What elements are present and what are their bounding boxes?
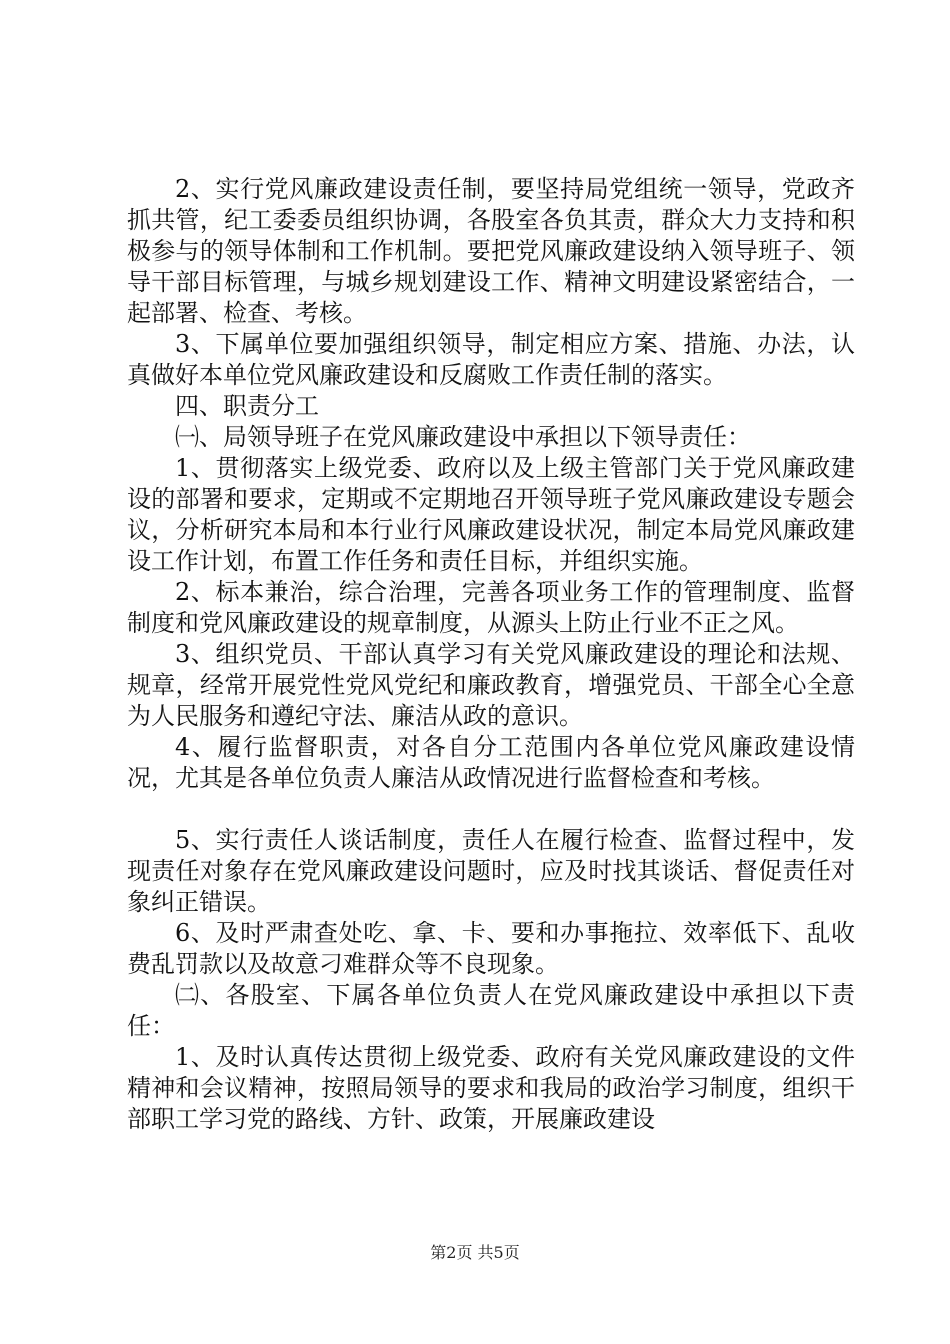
paragraph: 5、实行责任人谈话制度，责任人在履行检查、监督过程中，发现责任对象存在党风廉政建设问题时，应及时找其谈话、督促责任对象纠正错误。	[127, 826, 855, 916]
paragraph: 2、标本兼治，综合治理，完善各项业务工作的管理制度、监督制度和党风廉政建设的规章制度，从源头上防止行业不正之风。	[127, 578, 855, 637]
paragraph: 6、及时严肃查处吃、拿、卡、要和办事拖拉、效率低下、乱收费乱罚款以及故意刁难群众等不良现象。	[127, 919, 855, 978]
paragraph: 3、下属单位要加强组织领导，制定相应方案、措施、办法，认真做好本单位党风廉政建设和反腐败工作责任制的落实。	[127, 330, 855, 389]
subsection-heading: ㈠、局领导班子在党风廉政建设中承担以下领导责任：	[175, 423, 751, 451]
page-number-footer: 第2页 共5页	[430, 1243, 520, 1262]
subsection-heading: ㈡、各股室、下属各单位负责人在党风廉政建设中承担以下责任：	[127, 981, 855, 1040]
paragraph: 1、贯彻落实上级党委、政府以及上级主管部门关于党风廉政建设的部署和要求，定期或不定期地召开领导班子党风廉政建设专题会议，分析研究本局和本行业行风廉政建设状况，制定本局党风廉政建设工作计划，布置工作任务和责任目标，并组织实施。	[127, 454, 855, 575]
paragraph: 2、实行党风廉政建设责任制，要坚持局党组统一领导，党政齐抓共管，纪工委委员组织协调，各股室各负其责，群众大力支持和积极参与的领导体制和工作机制。要把党风廉政建设纳入领导班子、领导干部目标管理，与城乡规划建设工作、精神文明建设紧密结合，一起部署、检查、考核。	[127, 175, 855, 327]
paragraph: 3、组织党员、干部认真学习有关党风廉政建设的理论和法规、规章，经常开展党性党风党纪和廉政教育，增强党员、干部全心全意为人民服务和遵纪守法、廉洁从政的意识。	[127, 640, 855, 730]
document-body	[127, 174, 855, 1135]
section-heading: 四、职责分工	[175, 392, 319, 420]
paragraph: 4、履行监督职责，对各自分工范围内各单位党风廉政建设情况，尤其是各单位负责人廉洁从政情况进行监督检查和考核。	[127, 733, 855, 792]
paragraph: 1、及时认真传达贯彻上级党委、政府有关党风廉政建设的文件精神和会议精神，按照局领导的要求和我局的政治学习制度，组织干部职工学习党的路线、方针、政策，开展廉政建设	[127, 1043, 855, 1133]
